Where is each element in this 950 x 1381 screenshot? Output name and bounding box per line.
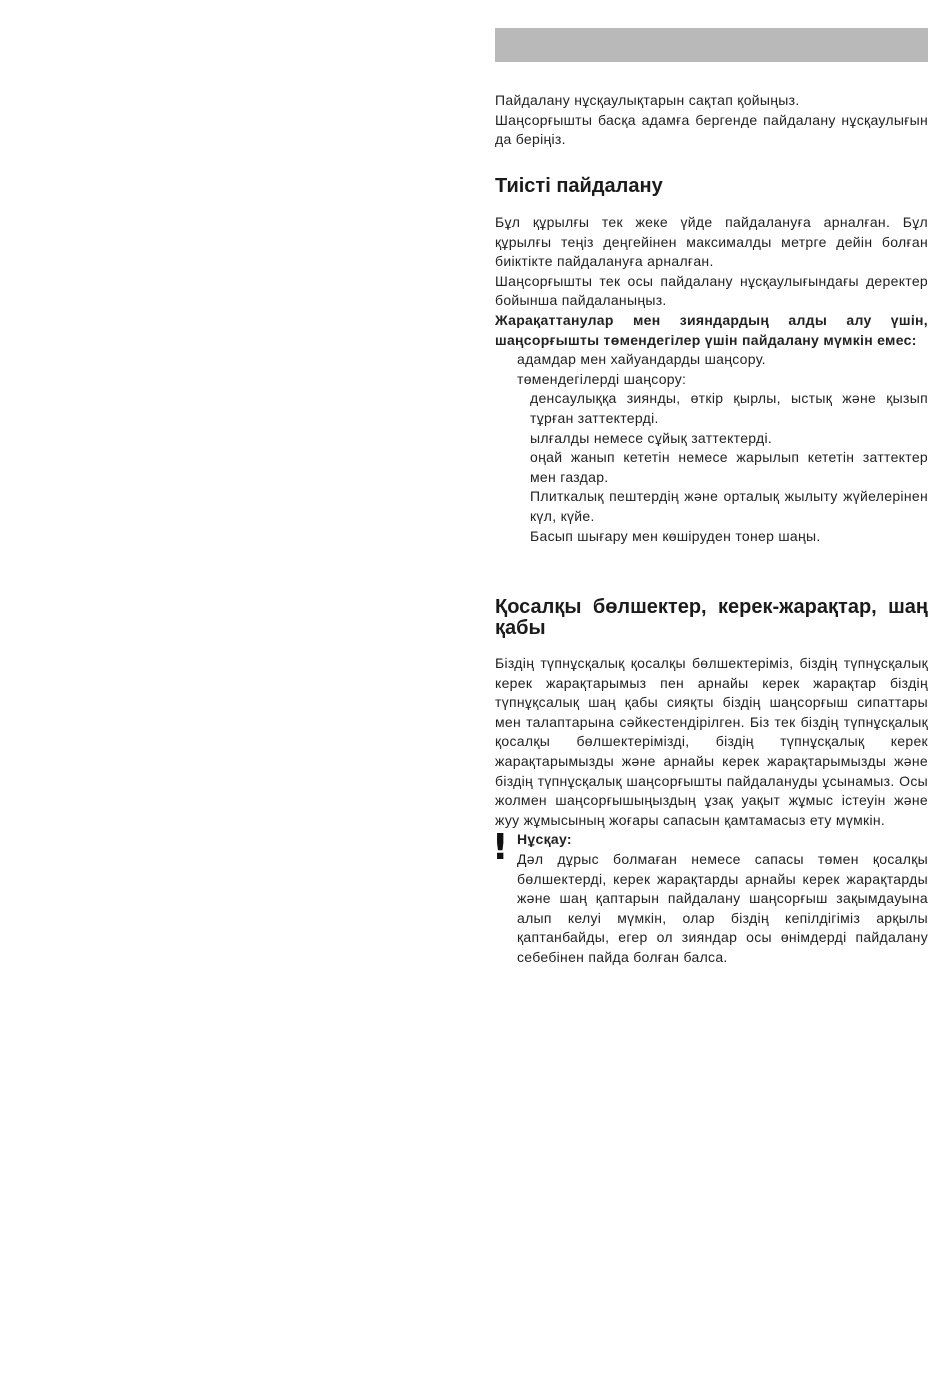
sub-list-item: Басып шығару мен көшіруден тонер шаңы. [530, 527, 821, 544]
list-item: адамдар мен хайуандарды шаңсору. [517, 351, 766, 368]
list-item: төмендегілерді шаңсору: [517, 370, 687, 387]
intro-line-2: Шаңсорғышты басқа адамға бергенде пайдалану нұсқаулығын да беріңіз. [495, 111, 928, 148]
section-title: Тиісті пайдалану [495, 175, 663, 197]
intro-block [495, 91, 928, 150]
section-title: Қосалқы бөлшектер, керек-жарақтар, шаң қабы [495, 596, 928, 639]
note-text: Дәл дұрыс болмаған немесе сапасы төмен қосалқы бөлшектерді, керек жарақтарды арнайы керек жарақтарды және шаң қаптарын пайдалану шаңсорғыш зақымдауына алып келуі мүмкін, олар біздің кепілдігіміз арқылы қаптанбайды, егер ол зияндар осы өнімдерді пайдалану себебінен пайда болған балса. [517, 850, 928, 965]
sub-list-item: Плиткалық пештердің және орталық жылыту жүйелерінен күл, күйе. [530, 488, 928, 524]
section-intended-use-body [495, 213, 928, 546]
sub-list-item: ылғалды немесе сұйық заттектерді. [530, 429, 773, 446]
exclamation-icon: ! [492, 827, 509, 869]
note-block [492, 827, 928, 967]
header-bar [495, 28, 928, 62]
warning-text: Жарақаттанулар мен зияндардың алды алу үшін, шаңсорғышты төмендегілер үшін пайдалану мүмкін емес: [495, 311, 928, 348]
sub-list-item: денсаулыққа зиянды, өткір қырлы, ыстық және қызып тұрған заттектерді. [530, 390, 928, 426]
sub-list-item: оңай жанып кететін немесе жарылып кететін заттектер мен газдар. [530, 449, 928, 485]
paragraph: Бұл құрылғы тек жеке үйде пайдалануға арналған. Бұл құрылғы теңіз деңгейінен максималды метрге дейін болған биіктікте пайдалануға арналған. [495, 214, 928, 270]
note-label: Нұсқау: [517, 831, 572, 848]
paragraph: Шаңсорғышты тек осы пайдалану нұсқаулығындағы деректер бойынша пайдаланыңыз. [495, 272, 928, 309]
paragraph: Біздің түпнұсқалық қосалқы бөлшектеріміз, біздің түпнұсқалық керек жарақтарымыз пен арнайы керек жарақтар біздің түпнұқсалық шаң қабы сияқты біздің шаңсорғыш сипаттары мен талаптарына сәйкестендірілген. Біз тек біздің түпнұсқалық қосалқы бөлшектерімізді, біздің түпнұсқалық керек жарақтарымызды және арнайы керек жарақтарымызды және біздің түпнұсқалық шаңсорғышты пайдалануды ұсынамыз. Осы жолмен шаңсорғышыңыздың ұзақ уақыт жұмыс істеуін және жуу жұмысының жоғары сапасын қамтамасыз ету мүмкін. [495, 655, 928, 828]
section-spare-parts-body [492, 654, 928, 968]
section-spare-parts-title-wrap [495, 597, 928, 639]
section-intended-use-title-wrap [495, 176, 928, 197]
intro-line-1: Пайдалану нұсқаулықтарын сақтап қойыңыз. [495, 92, 800, 108]
